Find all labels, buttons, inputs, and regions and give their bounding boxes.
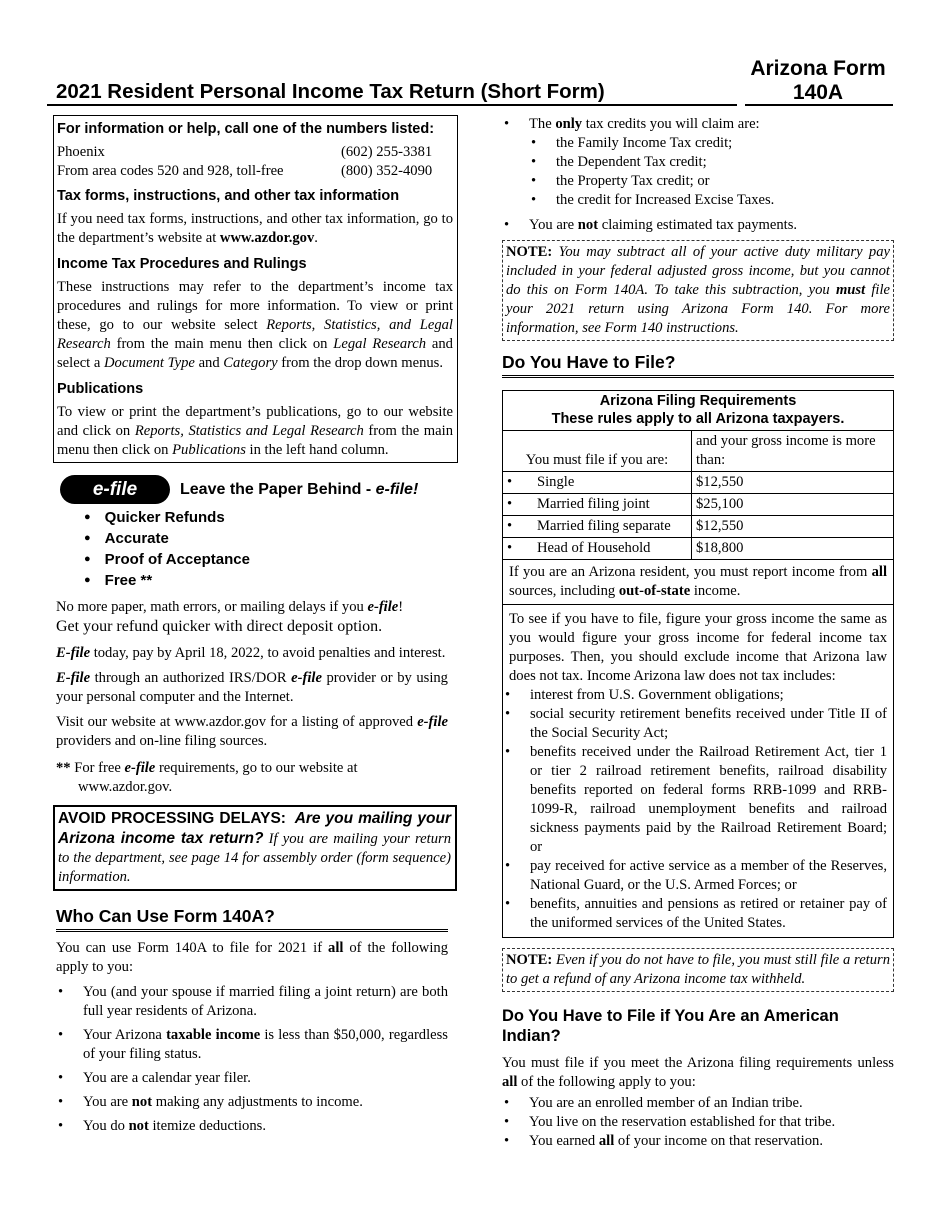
efile-footnote-site: www.azdor.gov. bbox=[78, 779, 173, 795]
form-name-line2: 140A bbox=[792, 81, 844, 104]
gross-income-text: To see if you have to file, figure your gross income the same as you would figure your gross income for federal income tax purposes. Then, you should exclude income that Arizona law does not tax. Income Arizona law does not tax includes: bbox=[509, 611, 887, 684]
refund-note: NOTE: Even if you do not have to file, you must still file a return to get a refund of any Arizona income tax withheld. bbox=[502, 948, 894, 992]
tax-forms-heading: Tax forms, instructions, and other tax information bbox=[57, 188, 400, 204]
list-item: • You are a calendar year filer. bbox=[56, 1069, 448, 1088]
list-item: ● Free ** bbox=[84, 571, 448, 592]
phone-label: Phoenix bbox=[57, 144, 105, 160]
requirements-table bbox=[502, 430, 894, 560]
procedures-heading: Income Tax Procedures and Rulings bbox=[57, 256, 307, 272]
who-can-use-heading: Who Can Use Form 140A? bbox=[56, 907, 448, 932]
do-you-have-to-file-heading: Do You Have to File? bbox=[502, 353, 894, 378]
gross-income-box bbox=[502, 605, 894, 938]
efile-para-1: No more paper, math errors, or mailing delays if you e-file! bbox=[56, 599, 404, 615]
table-row bbox=[503, 431, 894, 472]
indian-intro: You must file if you meet the Arizona filing requirements unless all of the following apply to you: bbox=[502, 1055, 894, 1090]
procedures-text: These instructions may refer to the department’s income tax procedures and rulings for more information. To view or print these, go to our website select Reports, Statistics, and Legal Research from the main menu then click on Legal Research and select a Document Type and Category from the drop down menus. bbox=[57, 279, 453, 371]
list-item: • benefits received under the Railroad Retirement Act, tier 1 or tier 2 railroad retirement benefits, railroad disability benefits reported on federal forms RRB-1099 and RRB-1099-R, railroad unemployment benefits and railroad sickness payments paid by the Railroad Retirement Board; or bbox=[503, 743, 887, 857]
efile-footnote: ** For free e-file requirements, go to our website at bbox=[56, 760, 358, 776]
exclusions-list bbox=[503, 686, 887, 933]
form-name bbox=[743, 57, 893, 105]
military-note: NOTE: You may subtract all of your active duty military pay included in your federal adjusted gross income, but you cannot do this on Form 140A. To take this subtraction, you must file your 2021 return using Arizona Form 140. For more information, see Form 140 instructions. bbox=[502, 240, 894, 341]
tax-forms-text: If you need tax forms, instructions, and other tax information, go to the department’s website at www.azdor.gov. bbox=[57, 211, 453, 246]
table-row: • Married filing joint $25,100 bbox=[503, 494, 894, 516]
requirements-caption: Arizona Filing Requirements These rules apply to all Arizona taxpayers. bbox=[502, 390, 894, 430]
credits-sublist bbox=[529, 134, 894, 210]
efile-para-1b: Get your refund quicker with direct deposit option. bbox=[56, 618, 383, 635]
header-rule-right bbox=[745, 104, 893, 106]
list-item: • benefits, annuities and pensions as retired or retainer pay of the uniformed services of the United States. bbox=[503, 895, 887, 933]
processing-delays-box bbox=[53, 805, 457, 891]
website-link[interactable]: www.azdor.gov bbox=[219, 230, 315, 246]
table-row: • Married filing separate $12,550 bbox=[503, 516, 894, 538]
table-row: • Head of Household $18,800 bbox=[503, 538, 894, 560]
phone-row bbox=[57, 143, 453, 162]
who-intro: You can use Form 140A to file for 2021 if all of the following apply to you: bbox=[56, 940, 448, 975]
phone-label: From area codes 520 and 928, toll-free bbox=[57, 163, 284, 179]
list-item: • social security retirement benefits received under Title II of the Social Security Act; bbox=[503, 705, 887, 743]
list-item: • You live on the reservation established for that tribe. bbox=[502, 1113, 894, 1132]
list-item: ● Quicker Refunds bbox=[84, 508, 448, 529]
list-item: • You are not making any adjustments to income. bbox=[56, 1093, 448, 1112]
list-item: • You (and your spouse if married filing a joint return) are both full year residents of Arizona. bbox=[56, 983, 448, 1021]
avoid-bold: AVOID PROCESSING DELAYS: bbox=[58, 810, 286, 827]
info-box bbox=[53, 115, 458, 463]
list-item: ● Accurate bbox=[84, 529, 448, 550]
who-list bbox=[56, 983, 448, 1136]
publications-text: To view or print the department’s publications, go to our website and click on Reports, Statistics and Legal Research from the main menu then click on Publications in the left hand column. bbox=[57, 404, 453, 458]
avoid-bold-italic: Are you mailing your Arizona income tax return? bbox=[58, 810, 452, 847]
efile-benefits bbox=[84, 508, 448, 592]
resident-text: If you are an Arizona resident, you must report income from all sources, including out-of-state income. bbox=[502, 560, 894, 605]
list-item: • the Family Income Tax credit; bbox=[529, 134, 894, 153]
page-title: 2021 Resident Personal Income Tax Return (Short Form) bbox=[56, 80, 605, 103]
list-item: • the Dependent Tax credit; bbox=[529, 153, 894, 172]
efile-logo: e-file bbox=[60, 475, 170, 504]
efile-para-4: Visit our website at www.azdor.gov for a listing of approved e-file providers and on-line filing sources. bbox=[56, 714, 448, 749]
list-item: • Your Arizona taxable income is less than $50,000, regardless of your filing status. bbox=[56, 1026, 448, 1064]
list-item: • You earned all of your income on that reservation. bbox=[502, 1132, 894, 1151]
efile-para-3: E-file through an authorized IRS/DOR e-file provider or by using your personal computer and the Internet. bbox=[56, 670, 448, 705]
right-column bbox=[502, 115, 894, 1151]
list-item: • The only tax credits you will claim are: • the Family Income Tax credit; • the Dependent Tax credit; • the Property Tax credit; or • the credit for Increased Excise Taxes. bbox=[502, 115, 894, 210]
efile-para-2: E-file today, pay by April 18, 2022, to avoid penalties and interest. bbox=[56, 645, 446, 661]
filing-requirements bbox=[502, 390, 894, 938]
efile-banner bbox=[60, 475, 448, 504]
list-item: • interest from U.S. Government obligations; bbox=[503, 686, 887, 705]
list-item: • You are an enrolled member of an Indian tribe. bbox=[502, 1094, 894, 1113]
list-item: • the credit for Increased Excise Taxes. bbox=[529, 191, 894, 210]
american-indian-heading: Do You Have to File if You Are an American Indian? bbox=[502, 1007, 839, 1045]
col-header: and your gross income is more than: bbox=[692, 431, 894, 472]
list-item: ● Proof of Acceptance bbox=[84, 550, 448, 571]
indian-list bbox=[502, 1094, 894, 1151]
phone-number: (800) 352-4090 bbox=[341, 163, 433, 179]
avoid-text: If you are mailing your return to the department, see page 14 for assembly order (form sequence) information. bbox=[58, 831, 451, 885]
info-heading: For information or help, call one of the numbers listed: bbox=[57, 121, 435, 137]
left-column bbox=[56, 115, 453, 1141]
col-header: You must file if you are: bbox=[503, 431, 692, 472]
table-row: • Single $12,550 bbox=[503, 472, 894, 494]
header-rule bbox=[47, 104, 737, 106]
list-item: • pay received for active service as a member of the Reserves, National Guard, or the U.S. Armed Forces; or bbox=[503, 857, 887, 895]
publications-heading: Publications bbox=[57, 381, 144, 397]
credits-list bbox=[502, 115, 894, 235]
phone-row bbox=[57, 162, 453, 181]
list-item: • the Property Tax credit; or bbox=[529, 172, 894, 191]
phone-number: (602) 255-3381 bbox=[341, 144, 433, 160]
efile-heading: Leave the Paper Behind - e-file! bbox=[180, 481, 419, 498]
list-item: • You do not itemize deductions. bbox=[56, 1117, 448, 1136]
list-item: • You are not claiming estimated tax payments. bbox=[502, 216, 894, 235]
form-name-line1: Arizona Form bbox=[750, 57, 886, 80]
